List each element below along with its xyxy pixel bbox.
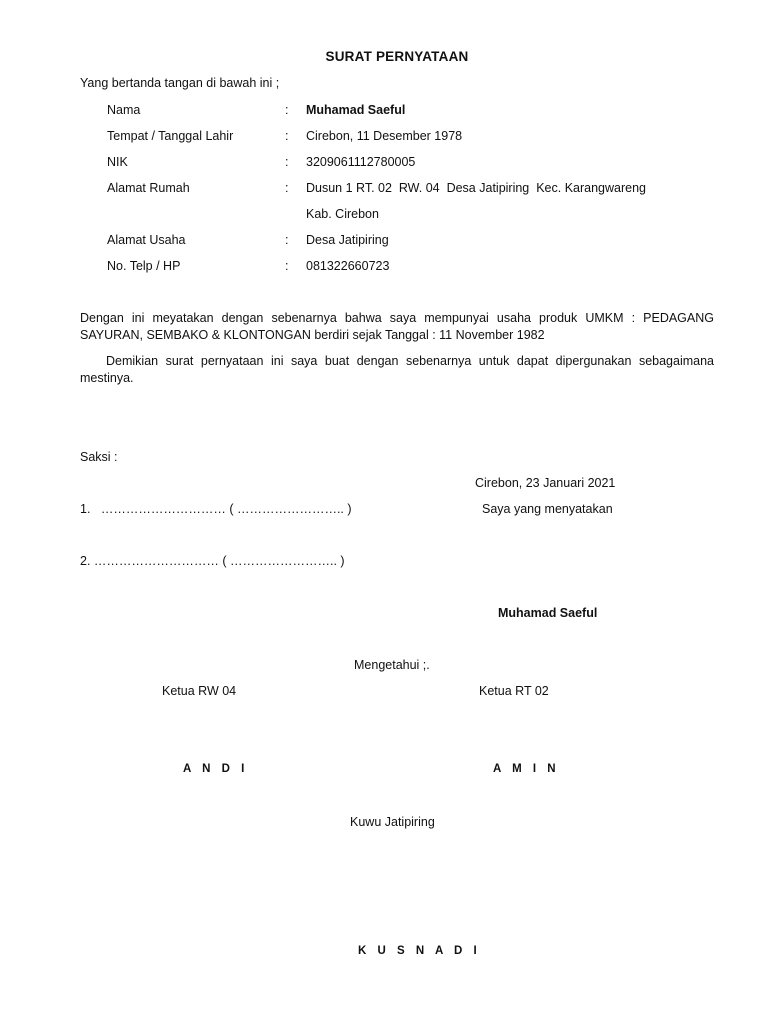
field-value-alamat-rumah: Dusun 1 RT. 02 RW. 04 Desa Jatipiring Kec. Karangwareng: [306, 181, 646, 195]
intro-text: Yang bertanda tangan di bawah ini ;: [80, 76, 280, 90]
closing-paragraph: Demikian surat pernyataan ini saya buat dengan sebenarnya untuk dapat dipergunakan sebagaimana mestinya.: [80, 354, 714, 385]
field-value-nama: Muhamad Saeful: [306, 103, 406, 117]
field-label-nama: Nama: [107, 103, 141, 117]
field-colon: :: [285, 259, 289, 273]
witness-heading: Saksi :: [80, 450, 118, 464]
rt-name: A M I N: [493, 763, 560, 775]
field-label-ttl: Tempat / Tanggal Lahir: [107, 129, 234, 143]
field-value-alamat-rumah-line2: Kab. Cirebon: [306, 207, 379, 221]
kuwu-title: Kuwu Jatipiring: [350, 815, 435, 829]
kuwu-name: K U S N A D I: [358, 945, 481, 957]
rt-title: Ketua RT 02: [479, 684, 549, 698]
field-label-nik: NIK: [107, 155, 128, 169]
document-title: SURAT PERNYATAAN: [325, 49, 469, 64]
field-colon: :: [285, 103, 289, 117]
signer-name: Muhamad Saeful: [498, 606, 598, 620]
field-colon: :: [285, 233, 289, 247]
field-value-ttl: Cirebon, 11 Desember 1978: [306, 129, 463, 143]
rw-title: Ketua RW 04: [162, 684, 237, 698]
acknowledge-heading: Mengetahui ;.: [354, 658, 430, 672]
field-colon: :: [285, 155, 289, 169]
witness-line-1: 1. ………………………… ( …………………….. ): [80, 502, 352, 516]
field-value-alamat-usaha: Desa Jatipiring: [306, 233, 389, 247]
field-label-telp: No. Telp / HP: [107, 259, 181, 273]
field-label-alamat-usaha: Alamat Usaha: [107, 233, 186, 247]
place-date: Cirebon, 23 Januari 2021: [475, 476, 616, 490]
field-colon: :: [285, 129, 289, 143]
witness-line-2: 2. ………………………… ( …………………….. ): [80, 554, 345, 568]
field-value-telp: 081322660723: [306, 259, 390, 273]
field-value-nik: 3209061112780005: [306, 155, 416, 169]
rw-name: A N D I: [183, 763, 249, 775]
field-label-alamat-rumah: Alamat Rumah: [107, 181, 190, 195]
signer-role: Saya yang menyatakan: [482, 502, 613, 516]
field-colon: :: [285, 181, 289, 195]
statement-paragraph: Dengan ini meyatakan dengan sebenarnya bahwa saya mempunyai usaha produk UMKM : PEDAGANG SAYURAN, SEMBAKO & KLONTONGAN berdiri sejak Tanggal : 11 November 1982: [80, 311, 714, 342]
